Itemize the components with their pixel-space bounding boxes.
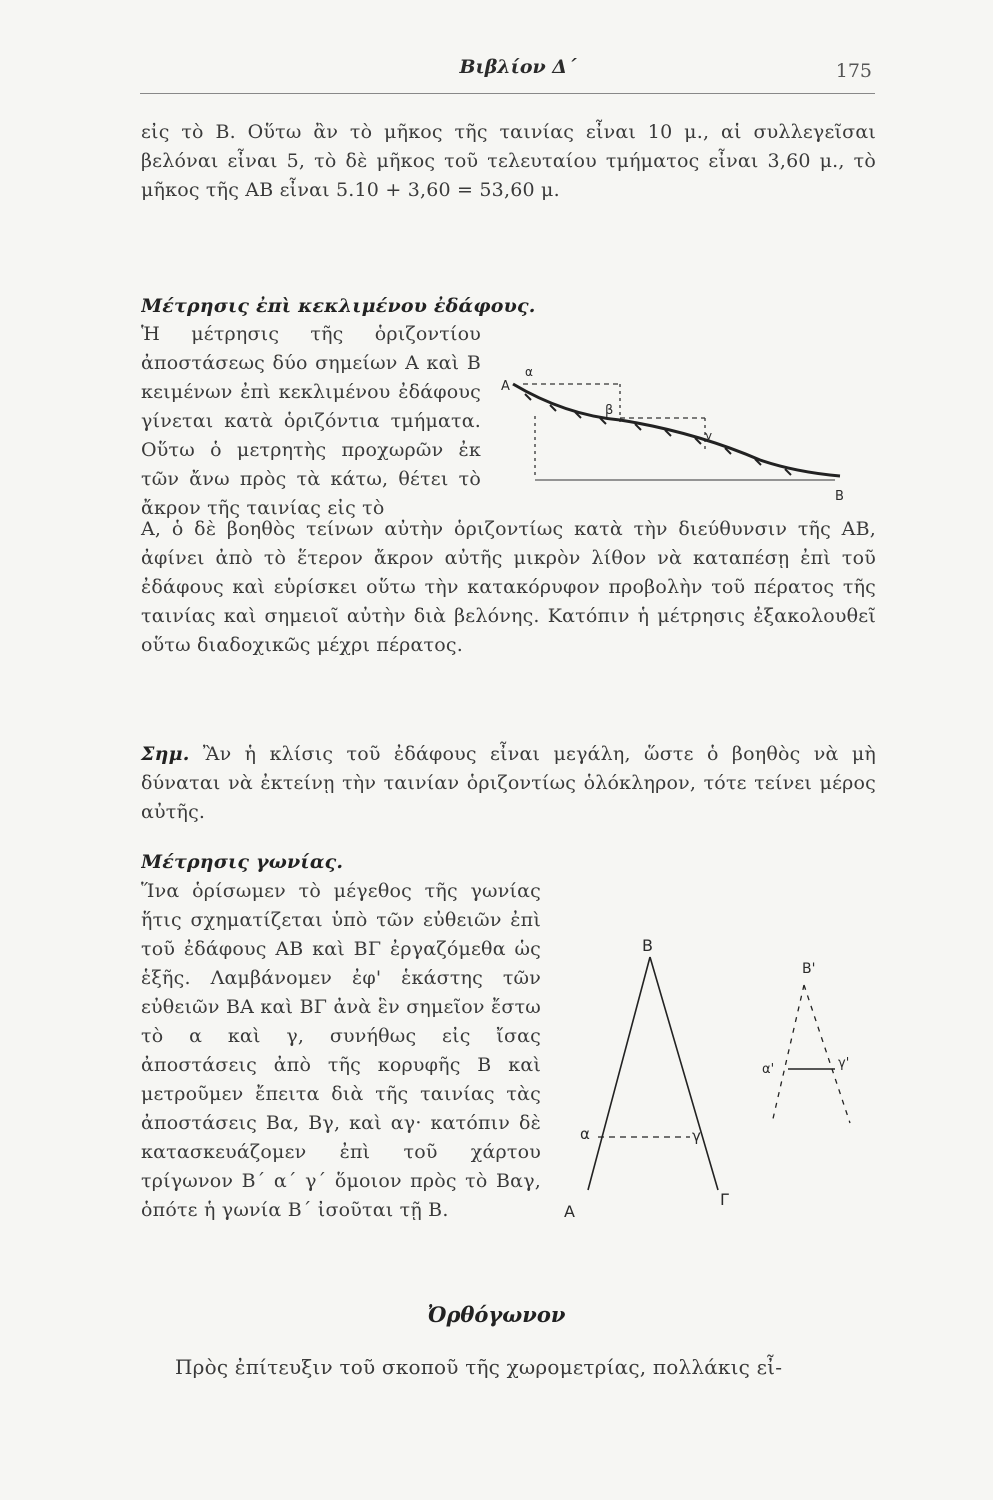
section-angle-text: Ἵνα ὁρίσωμεν τὸ μέγεθος τῆς γωνίας ἥτις σχηματίζεται ὑπὸ τῶν εὐθειῶν ἐπὶ τοῦ ἐδάφους ΑΒ καὶ ΒΓ ἐργαζόμεθα ὡς ἑξῆς. Λαμβάνομεν ἐφ' ἑκάστης τῶν εὐθειῶν ΒΑ καὶ ΒΓ ἀνὰ ἓν σημεῖον ἔστω τὸ α καὶ γ, συνήθως εἰς ἴσας ἀποστάσεις ἀπὸ τῆς κορυφῆς Β καὶ μετροῦμεν ἔπειτα διὰ τῆς ταινίας τὰς ἀποστάσεις Βα, Βγ, καὶ αγ· κατόπιν δὲ κατασκευάζομεν ἐπὶ τοῦ χάρτου τρίγωνον Β΄ α΄ γ΄ ὅμοιον πρὸς τὸ Βαγ, ὁπότε ἡ γωνία Β΄ ἰσοῦται τῇ Β. xyxy=(141,880,541,1221)
angle-label-A: A xyxy=(564,1202,575,1221)
running-header-title: Βιβλίον Δ΄ xyxy=(459,56,577,78)
slope-label-B: B xyxy=(835,489,844,504)
angle-label-B: B xyxy=(642,936,653,955)
section-heading-rectangle: Ὀρθόγωνον xyxy=(427,1302,566,1327)
angle-label-a: α xyxy=(580,1125,590,1143)
section-heading-angle: Μέτρησις γωνίας. xyxy=(141,851,344,873)
angle-measurement-figure xyxy=(550,935,880,1225)
line-BA xyxy=(588,957,650,1190)
note-paragraph xyxy=(141,740,876,827)
line-BG xyxy=(650,957,718,1190)
section-rectangle-text: Πρὸς ἐπίτευξιν τοῦ σκοποῦ τῆς χωρομετρίας, πολλάκις εἶ- xyxy=(175,1355,783,1379)
slope-label-A: A xyxy=(501,379,510,394)
slope-label-a: α xyxy=(525,365,533,379)
paragraph-continuation: εἰς τὸ Β. Οὕτω ἂν τὸ μῆκος τῆς ταινίας εἶναι 10 μ., αἱ συλλεγεῖσαι βελόναι εἶναι 5, τὸ δὲ μῆκος τοῦ τελευταίου τμήματος εἶναι 3,60 μ., τὸ μῆκος τῆς ΑΒ εἶναι 5.10 + 3,60 = 53,60 μ. xyxy=(141,121,876,201)
note-text: Ἂν ἡ κλίσις τοῦ ἐδάφους εἶναι μεγάλη, ὥστε ὁ βοηθὸς νὰ μὴ δύναται νὰ ἐκτείνῃ τὴν ταινίαν ὁριζοντίως ὁλόκληρον, τότε τείνει μέρος αὐτῆς. xyxy=(141,743,876,823)
slope-label-g: γ xyxy=(705,429,713,443)
slope-measurement-figure xyxy=(495,360,865,510)
line-B2A2 xyxy=(772,985,804,1123)
ground-hatching xyxy=(525,394,791,475)
angle-label-g2: γ' xyxy=(838,1056,850,1071)
header-rule xyxy=(140,93,875,94)
angle-label-B2: B' xyxy=(802,961,816,977)
page-number: 175 xyxy=(835,60,872,82)
line-B2G2 xyxy=(804,985,850,1123)
section-heading-slope: Μέτρησις ἐπὶ κεκλιμένου ἐδάφους. xyxy=(141,295,536,317)
slope-label-b: β xyxy=(605,403,614,418)
angle-label-a2: α' xyxy=(762,1062,775,1077)
ground-slope xyxy=(513,384,840,476)
note-label: Σημ. xyxy=(141,743,190,765)
angle-label-g: γ xyxy=(692,1127,701,1145)
angle-label-G: Γ xyxy=(720,1190,729,1209)
section-slope-intro: Ἡ μέτρησις τῆς ὁριζοντίου ἀποστάσεως δύο σημείων Α καὶ Β κειμένων ἐπὶ κεκλιμένου ἐδάφους γίνεται κατὰ ὁριζόντια τμήματα. Οὕτω ὁ μετρητὴς προχωρῶν ἐκ τῶν ἄνω πρὸς τὰ κάτω, θέτει τὸ ἄκρον τῆς ταινίας εἰς τὸ xyxy=(141,323,481,519)
section-slope-continuation: Α, ὁ δὲ βοηθὸς τείνων αὐτὴν ὁριζοντίως κατὰ τὴν διεύθυνσιν τῆς ΑΒ, ἀφίνει ἀπὸ τὸ ἕτερον ἄκρον αὐτῆς μικρὸν λίθον νὰ καταπέσῃ ἐπὶ τοῦ ἐδάφους καὶ εὑρίσκει οὕτω τὴν κατακόρυφον προβολὴν τοῦ πέρατος τῆς ταινίας καὶ σημειοῖ αὐτὴν διὰ βελόνης. Κατόπιν ἡ μέτρησις ἐξακολουθεῖ οὕτω διαδοχικῶς μέχρι πέρατος. xyxy=(141,518,876,656)
